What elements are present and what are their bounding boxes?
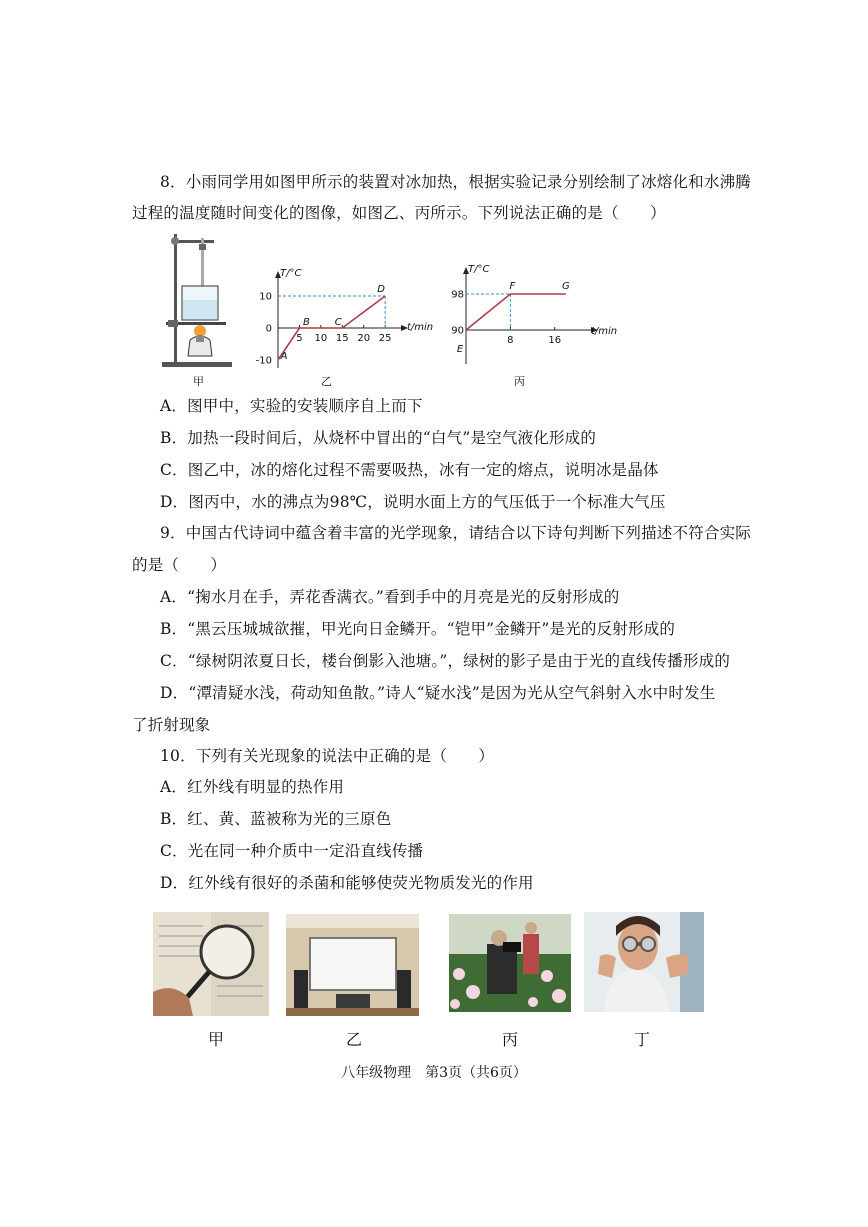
point-label: B bbox=[302, 317, 310, 328]
x-tick-label: 25 bbox=[378, 333, 392, 344]
q9-stem-line2: 的是（ ） bbox=[132, 556, 227, 574]
y-tick-label: 90 bbox=[451, 325, 464, 337]
figure-apparatus bbox=[160, 228, 242, 370]
y-axis-label: T/°C bbox=[280, 268, 302, 279]
figure-label-yi: 乙 bbox=[321, 375, 332, 388]
q9-option-d-line2: 了折射现象 bbox=[132, 716, 211, 734]
photo-label-ding: 丁 bbox=[634, 1030, 651, 1049]
point-label: C bbox=[334, 317, 342, 328]
point-label: A bbox=[280, 351, 288, 362]
q9-option-c: C．“绿树阴浓夏日长，楼台倒影入池塘。”，绿树的影子是由于光的直线传播形成的 bbox=[160, 652, 731, 670]
q8-option-d: D．图丙中，水的沸点为98℃，说明水面上方的气压低于一个标准大气压 bbox=[160, 493, 666, 511]
x-tick-label: 20 bbox=[357, 333, 371, 344]
q8-option-b: B．加热一段时间后，从烧杯中冒出的“白气”是空气液化形成的 bbox=[160, 429, 597, 447]
q8-option-c: C．图乙中，冰的熔化过程不需要吸热，冰有一定的熔点，说明冰是晶体 bbox=[160, 461, 659, 479]
x-tick-label: 8 bbox=[507, 335, 514, 346]
point-label: G bbox=[561, 281, 570, 292]
q8-stem-line2: 过程的温度随时间变化的图像，如图乙、丙所示。下列说法正确的是（ ） bbox=[132, 204, 666, 222]
q9-option-b: B．“黑云压城城欲摧，甲光向日金鳞开。“铠甲”金鳞开”是光的反射形成的 bbox=[160, 620, 676, 638]
point-label: D bbox=[377, 284, 385, 295]
y-tick-label: 10 bbox=[259, 291, 272, 303]
chart-boiling bbox=[446, 258, 618, 370]
q8-option-a: A．图甲中，实验的安装顺序自上而下 bbox=[160, 397, 423, 415]
photo-label-jia: 甲 bbox=[208, 1030, 225, 1049]
chart-melting bbox=[248, 262, 434, 374]
q10-option-a: A．红外线有明显的热作用 bbox=[160, 778, 345, 796]
x-axis-label: t/min bbox=[591, 326, 618, 337]
q9-option-d-line1: D．“潭清疑水浅，荷动知鱼散。”诗人“疑水浅”是因为光从空气斜射入水中时发生 bbox=[160, 684, 716, 702]
q10-option-c: C．光在同一种介质中一定沿直线传播 bbox=[160, 842, 424, 860]
photo-eye-exam bbox=[584, 912, 704, 1012]
q8-stem-line1: 8．小雨同学用如图甲所示的装置对冰加热，根据实验记录分别绘制了冰熔化和水沸腾 bbox=[160, 173, 751, 191]
x-tick-label: 10 bbox=[314, 333, 328, 344]
q9-option-a: A．“掬水月在手，弄花香满衣。”看到手中的月亮是光的反射形成的 bbox=[160, 588, 620, 606]
y-tick-label: 98 bbox=[451, 289, 464, 301]
photo-camera-flowers bbox=[449, 914, 571, 1012]
photo-label-yi: 乙 bbox=[346, 1030, 363, 1049]
y-tick-label: -10 bbox=[255, 355, 272, 367]
x-tick-label: 15 bbox=[335, 333, 349, 344]
q10-stem: 10．下列有关光现象的说法中正确的是（ ） bbox=[160, 747, 495, 765]
y-tick-label: 0 bbox=[265, 323, 272, 335]
x-tick-label: 5 bbox=[296, 333, 303, 344]
figure-label-bing: 丙 bbox=[514, 375, 525, 388]
series-line bbox=[466, 294, 566, 330]
q10-option-d: D．红外线有很好的杀菌和能够使荧光物质发光的作用 bbox=[160, 874, 534, 892]
photo-projector-room bbox=[286, 914, 419, 1016]
x-axis-label: t/min bbox=[407, 322, 434, 333]
photo-magnifier bbox=[153, 912, 269, 1016]
q10-option-b: B．红、黄、蓝被称为光的三原色 bbox=[160, 810, 392, 828]
figure-label-jia: 甲 bbox=[193, 375, 204, 388]
photo-label-bing: 丙 bbox=[502, 1030, 519, 1049]
point-label: E bbox=[456, 344, 464, 355]
q9-stem-line1: 9．中国古代诗词中蕴含着丰富的光学现象，请结合以下诗句判断下列描述不符合实际 bbox=[160, 524, 751, 542]
x-tick-label: 16 bbox=[548, 335, 562, 346]
page-footer: 八年级物理 第3页（共6页） bbox=[341, 1065, 527, 1081]
y-axis-label: T/°C bbox=[468, 264, 490, 275]
point-label: F bbox=[509, 281, 516, 292]
